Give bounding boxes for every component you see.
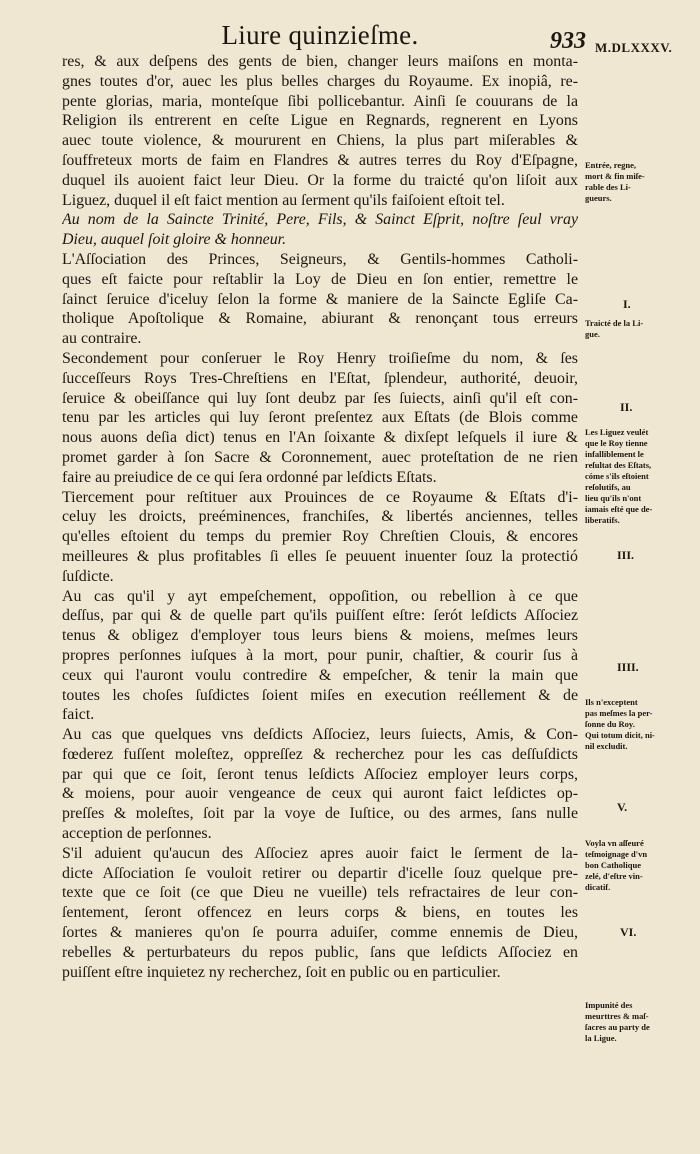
text-line: duquel ils auoient faict leur Dieu. Or la forme du traicté qu'on liſoit aux — [62, 171, 578, 189]
text-line: fœderez fuſſent moleſtez, oppreſſez & recherchez pour les cas deſſuſdicts — [62, 745, 578, 763]
text-line: ques eſt faicte pour reſtablir la Loy de Dieu en ſon entier, remettre le — [62, 270, 578, 288]
text-line: ſortes & manieres qu'on ſe pourra aduiſer, comme ennemis de Dieu, — [62, 924, 578, 942]
margin-note — [585, 427, 697, 526]
paragraph — [62, 349, 578, 488]
margin-note-line: Entrée, regne, — [585, 160, 637, 170]
margin-note-line: dicatif. — [585, 882, 611, 892]
margin-note-line: ſacres au party de — [585, 1022, 650, 1032]
text-line: tenu par les articles qui luy ſeront preſentez aux Eſtats (de Blois comme — [62, 409, 578, 427]
paragraph — [62, 250, 578, 349]
text-line: S'il aduient qu'aucun des Aſſociez apres auoir faict le ſerment de la- — [62, 844, 578, 862]
text-line: preſſes & moleſtes, ſoit par la voye de Iuſtice, ou des armes, ſans nulle — [62, 805, 578, 823]
text-line: promet garder à ſon Sacre & Coronnement, auec proteſtation de ne rien — [62, 448, 578, 466]
text-line: ſucceſſeurs Roys Tres-Chreſtiens en l'Eſtat, ſplendeur, authorité, deuoir, — [62, 369, 578, 387]
text-line: ſentement, ſeront offencez en leurs corps & biens, en toutes les — [62, 904, 578, 922]
page-header-title: Liure quinzieſme. — [221, 20, 419, 50]
margin-note — [585, 697, 697, 752]
margin-note-line: Les Liguez veulét — [585, 427, 649, 437]
margin-note — [585, 838, 697, 893]
text-line: faire au preiudice de ce qui ſera ordonné par leſdicts Eſtats. — [62, 468, 437, 486]
margin-note-line: gueurs. — [585, 193, 612, 203]
margin-note-line: iamais eſté que de- — [585, 504, 653, 514]
margin-note-line: teſmoignage d'vn — [585, 849, 648, 859]
paragraph — [62, 844, 578, 983]
text-line: ſouffreteux morts de faim en Flandres & autres terres du Roy d'Eſpagne, — [62, 151, 578, 169]
text-line: qu'elles eſtoient du temps du premier Roy Chreſtien Clouis, & encores — [62, 528, 578, 546]
text-line: celuy les droicts, preéminences, franchiſes, & libertés anciennes, telles — [62, 508, 578, 526]
margin-note — [585, 1000, 697, 1044]
paragraph — [62, 587, 578, 726]
text-line: deſſus, par qui & de quelle part qu'ils puiſſent eſtre: ſerót leſdicts Aſſociez — [62, 607, 578, 625]
main-text — [62, 52, 578, 982]
article-numeral: VI. — [620, 925, 637, 939]
margin-note-line: nil excludit. — [585, 741, 628, 751]
margin-note-line: bon Catholique — [585, 860, 641, 870]
text-line: dicte Aſſociation ſe vouloit retirer ou departir d'icelle ſouz quelque pre- — [62, 864, 578, 882]
margin-note-line: liberatifs. — [585, 515, 620, 525]
article-numeral: I. — [623, 297, 631, 311]
text-line: meilleures & plus profitables ſi elles ſe peuuent inuenter ſouz la protectió — [62, 547, 578, 565]
text-line: ceux qui l'auront voulu contredire & empeſcher, & tenir la main que — [62, 666, 578, 684]
margin-note — [585, 160, 697, 204]
margin-note-line: meurttres & maſ- — [585, 1011, 649, 1021]
text-line: faict. — [62, 706, 95, 724]
margin-note — [585, 318, 697, 340]
text-line: Secondement pour conſeruer le Roy Henry troiſieſme du nom, & ſes — [62, 349, 578, 367]
margin-note-line: infalliblement le — [585, 449, 644, 459]
margin-note-line: Impunité des — [585, 1000, 633, 1010]
paragraph — [62, 52, 578, 210]
text-line: Religion ils entrerent en ceſte Ligue en Regnards, regnerent en Lyons — [62, 112, 578, 130]
paragraph — [62, 488, 578, 587]
text-line: puiſſent eſtre inquietez ny recherchez, ſoit en public ou en particulier. — [62, 963, 501, 981]
margin-note-line: rable des Li- — [585, 182, 631, 192]
margin-note-line: reſolutifs, au — [585, 482, 631, 492]
text-line: Au cas que quelques vns deſdicts Aſſociez, leurs ſuiects, Amis, & Con- — [62, 726, 578, 744]
text-line: auec toute violence, & moururent en Chiens, la plus part miſerables & — [62, 132, 578, 150]
text-line: ſainct ſeruice d'iceluy ſelon la forme & maniere de la Saincte Egliſe Ca- — [62, 290, 578, 308]
text-line: gnes toutes d'or, auec les plus belles charges du Royaume. Ex inopiâ, re- — [62, 72, 578, 90]
text-line: par qui que ce ſoit, ſeront tenus leſdicts Aſſociez employer leurs corps, — [62, 765, 578, 783]
article-numeral: IIII. — [617, 660, 639, 674]
paragraph — [62, 210, 578, 250]
margin-note-line: reſultat des Eſtats, — [585, 460, 652, 470]
margin-note-line: la Ligue. — [585, 1033, 617, 1043]
text-line: texte que ce ſoit (ce que Dieu ne vueille) tels refractaires de leur con- — [62, 884, 578, 902]
margin-note-line: gue. — [585, 329, 600, 339]
margin-note-line: pas meſmes la per- — [585, 708, 653, 718]
text-line: propres perſonnes iuſques à la mort, pour punir, chaſtier, & courir ſus à — [62, 646, 578, 664]
paragraph — [62, 725, 578, 844]
text-line: Dieu, auquel ſoit gloire & honneur. — [62, 231, 287, 249]
article-numeral: V. — [617, 800, 628, 814]
text-line: Liguez, duquel il eſt faict mention au ſerment qu'ils faiſoient eſtoit tel. — [62, 191, 505, 209]
margin-note-line: lieu qu'ils n'ont — [585, 493, 642, 503]
margin-note-line: Qui totum dicit, ni- — [585, 730, 655, 740]
margin-note-line: cóme s'ils eſtoient — [585, 471, 649, 481]
text-line: ſuſdicte. — [62, 567, 114, 585]
text-line: tenus & obligez d'employer tous leurs biens & moiens, meſmes leurs — [62, 627, 578, 645]
text-line: nous auons deſia dict) tenus en l'An ſoixante & dixſept leſquels il iure & — [62, 429, 578, 447]
margin-note-line: zelé, d'eſtre vin- — [585, 871, 643, 881]
text-line: toutes les choſes ſuſdictes ſoient miſes en execution reéllement & de — [62, 686, 578, 704]
text-line: au contraire. — [62, 330, 142, 348]
margin-note-line: mort & fin miſe- — [585, 171, 645, 181]
text-line: res, & aux deſpens des gents de bien, changer leurs maiſons en monta- — [62, 53, 578, 70]
page-number: 933 — [550, 28, 586, 54]
text-line: ſeruice & obeiſſance qui luy ſont deubz par ſes ſuiects, ainſi qu'il eſt con- — [62, 389, 578, 407]
text-line: Tiercement pour reſtituer aux Prouinces de ce Royaume & Eſtats d'i- — [62, 488, 578, 506]
margin-note-line: Ils n'exceptent — [585, 697, 638, 707]
text-line: Au cas qu'il y ayt empeſchement, oppoſition, ou rebellion à ce que — [62, 587, 578, 605]
text-line: pente glorias, maria, monteſque ſibi pollicebantur. Ainſi ſe couurans de la — [62, 92, 578, 110]
margin-note-line: Traicté de la Li- — [585, 318, 644, 328]
text-line: & moiens, pour auoir vengeance de ceux qui auront faict leſdictes op- — [62, 785, 578, 803]
article-numeral: II. — [620, 400, 633, 414]
article-numeral: III. — [617, 548, 635, 562]
text-line: tholique Apoſtolique & Romaine, abiurant & renonçant tous erreurs — [62, 310, 578, 328]
margin-note-line: ſonne du Roy. — [585, 719, 635, 729]
margin-note-line: Voyla vn aſſeuré — [585, 838, 644, 848]
text-line: acception de perſonnes. — [62, 825, 212, 843]
text-line: Au nom de la Saincte Trinité, Pere, Fils, & Sainct Eſprit, noſtre ſeul vray — [62, 211, 578, 229]
text-line: L'Aſſociation des Princes, Seigneurs, & Gentils-hommes Catholi- — [62, 250, 578, 268]
year-marker: M.DLXXXV. — [595, 40, 673, 55]
margin-note-line: que le Roy tienne — [585, 438, 648, 448]
text-line: rebelles & perturbateurs du repos public, ſans que leſdicts Aſſociez en — [62, 943, 578, 961]
